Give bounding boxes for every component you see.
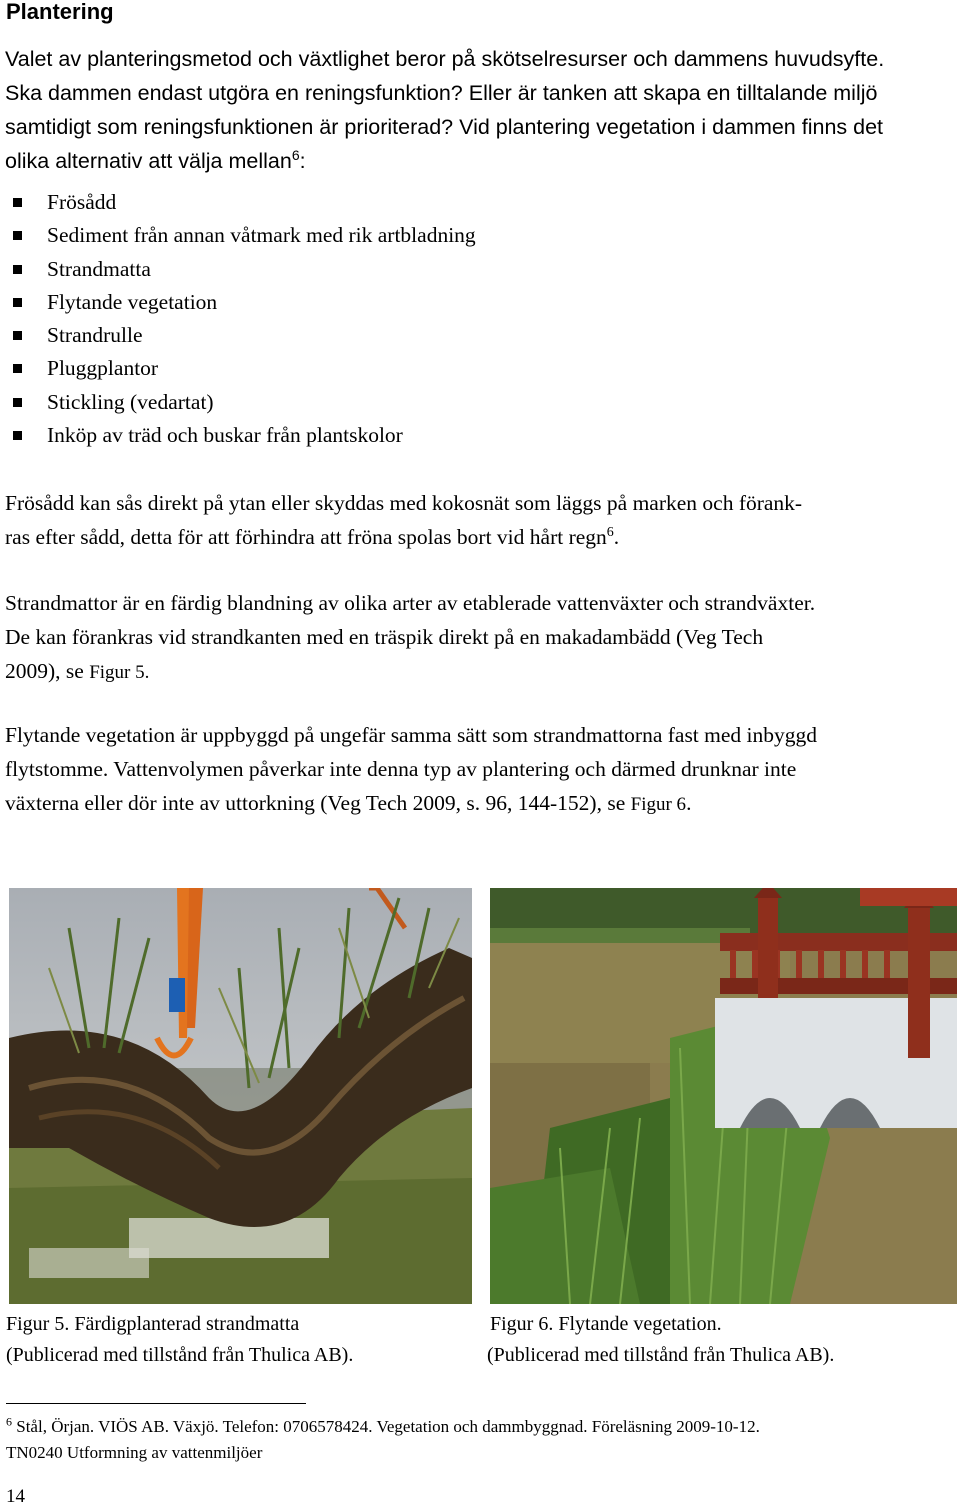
list-item <box>13 286 476 319</box>
footnote-separator <box>6 1403 306 1404</box>
list-item-label: Stickling (vedartat) <box>47 389 214 414</box>
list-item <box>13 219 476 252</box>
paragraph-line-last <box>5 520 957 554</box>
list-item-label: Frösådd <box>47 190 117 214</box>
strandmatta-paragraph <box>5 586 957 690</box>
footnote-ref[interactable]: 6 <box>291 146 300 163</box>
square-bullet-icon <box>13 331 22 340</box>
list-item-label: Inköp av träd och buskar från plantskolor <box>47 423 403 448</box>
list-item <box>13 253 476 286</box>
square-bullet-icon <box>13 265 22 274</box>
list-item <box>13 319 476 352</box>
intro-line: Ska dammen endast utgöra en reningsfunktion? Eller är tanken att skapa en tilltalande miljö <box>5 81 878 105</box>
figure-6-credit: (Publicerad med tillstånd från Thulica AB). <box>487 1344 835 1366</box>
intro-tail: : <box>299 149 306 173</box>
paragraph-line-last <box>5 654 957 690</box>
intro-line: samtidigt som reningsfunktionen är prioriterad? Vid plantering vegetation i dammen finns det <box>5 115 884 139</box>
list-item-label: Pluggplantor <box>47 356 159 381</box>
floating-vegetation-illustration <box>490 888 957 1304</box>
frosadd-paragraph <box>5 486 957 554</box>
list-item-label: Flytande vegetation <box>47 289 218 314</box>
vegetation-mat-illustration <box>9 888 472 1304</box>
list-item <box>13 186 476 219</box>
figure-6-photo <box>490 888 957 1304</box>
figure-5-reference[interactable]: Figur 5. <box>89 662 150 683</box>
footnote <box>6 1414 760 1466</box>
paragraph-line: flytstomme. Vattenvolymen påverkar inte denna typ av plantering och därmed drunknar inte <box>5 757 797 781</box>
paragraph-line-text: växterna eller dör inte av uttorkning (Veg Tech 2009, s. 96, 144-152), se <box>5 791 631 815</box>
square-bullet-icon <box>13 364 22 373</box>
list-item <box>13 419 476 452</box>
paragraph-line: De kan förankras vid strandkanten med en träspik direkt på en makadambädd (Veg Tech <box>5 625 764 649</box>
footnote-line <box>6 1414 760 1440</box>
square-bullet-icon <box>13 231 22 240</box>
footnote-number: 6 <box>6 1414 12 1429</box>
paragraph-line-last <box>5 786 957 822</box>
square-bullet-icon <box>13 198 22 207</box>
paragraph-line: Flytande vegetation är uppbyggd på ungefär samma sätt som strandmattorna fast med inbyggd <box>5 723 818 747</box>
paragraph-tail: . <box>613 525 620 549</box>
list-item-label: Strandrulle <box>47 323 143 348</box>
square-bullet-icon <box>13 298 22 307</box>
paragraph-line-text: ras efter sådd, detta för att förhindra att fröna spolas bort vid hårt regn <box>5 525 607 549</box>
paragraph-tail: . <box>686 791 692 815</box>
footnote-line: TN0240 Utformning av vattenmiljöer <box>6 1443 263 1462</box>
section-heading: Plantering <box>6 0 114 24</box>
figure-6-caption: Figur 6. Flytande vegetation. <box>490 1313 722 1335</box>
figure-5-credit: (Publicerad med tillstånd från Thulica AB). <box>6 1344 354 1366</box>
flytande-paragraph <box>5 718 957 822</box>
list-item <box>13 352 476 385</box>
list-item <box>13 386 476 419</box>
square-bullet-icon <box>13 398 22 407</box>
footnote-ref[interactable]: 6 <box>606 524 614 540</box>
figure-5-caption: Figur 5. Färdigplanterad strandmatta <box>6 1313 300 1335</box>
paragraph-line-text: 2009), se <box>5 659 90 683</box>
intro-line-last <box>5 144 955 178</box>
paragraph-line: Frösådd kan sås direkt på ytan eller skyddas med kokosnät som läggs på marken och förank- <box>5 491 803 515</box>
intro-line-text: olika alternativ att välja mellan <box>5 149 292 173</box>
figure-5-photo <box>9 888 472 1304</box>
list-item-label: Sediment från annan våtmark med rik artbladning <box>47 223 476 248</box>
square-bullet-icon <box>13 431 22 440</box>
footnote-text: Stål, Örjan. VIÖS AB. Växjö. Telefon: 0706578424. Vegetation och dammbyggnad. Föreläsning 2009-10-12. <box>16 1417 760 1436</box>
page-number: 14 <box>6 1486 25 1507</box>
figure-6-reference[interactable]: Figur 6 <box>630 794 687 815</box>
intro-paragraph <box>5 42 955 178</box>
intro-line: Valet av planteringsmetod och växtlighet beror på skötselresurser och dammens huvudsyfte. <box>5 47 885 71</box>
paragraph-line: Strandmattor är en färdig blandning av olika arter av etablerade vattenväxter och strandväxter. <box>5 591 816 615</box>
planting-methods-list <box>13 186 476 452</box>
list-item-label: Strandmatta <box>47 256 151 281</box>
